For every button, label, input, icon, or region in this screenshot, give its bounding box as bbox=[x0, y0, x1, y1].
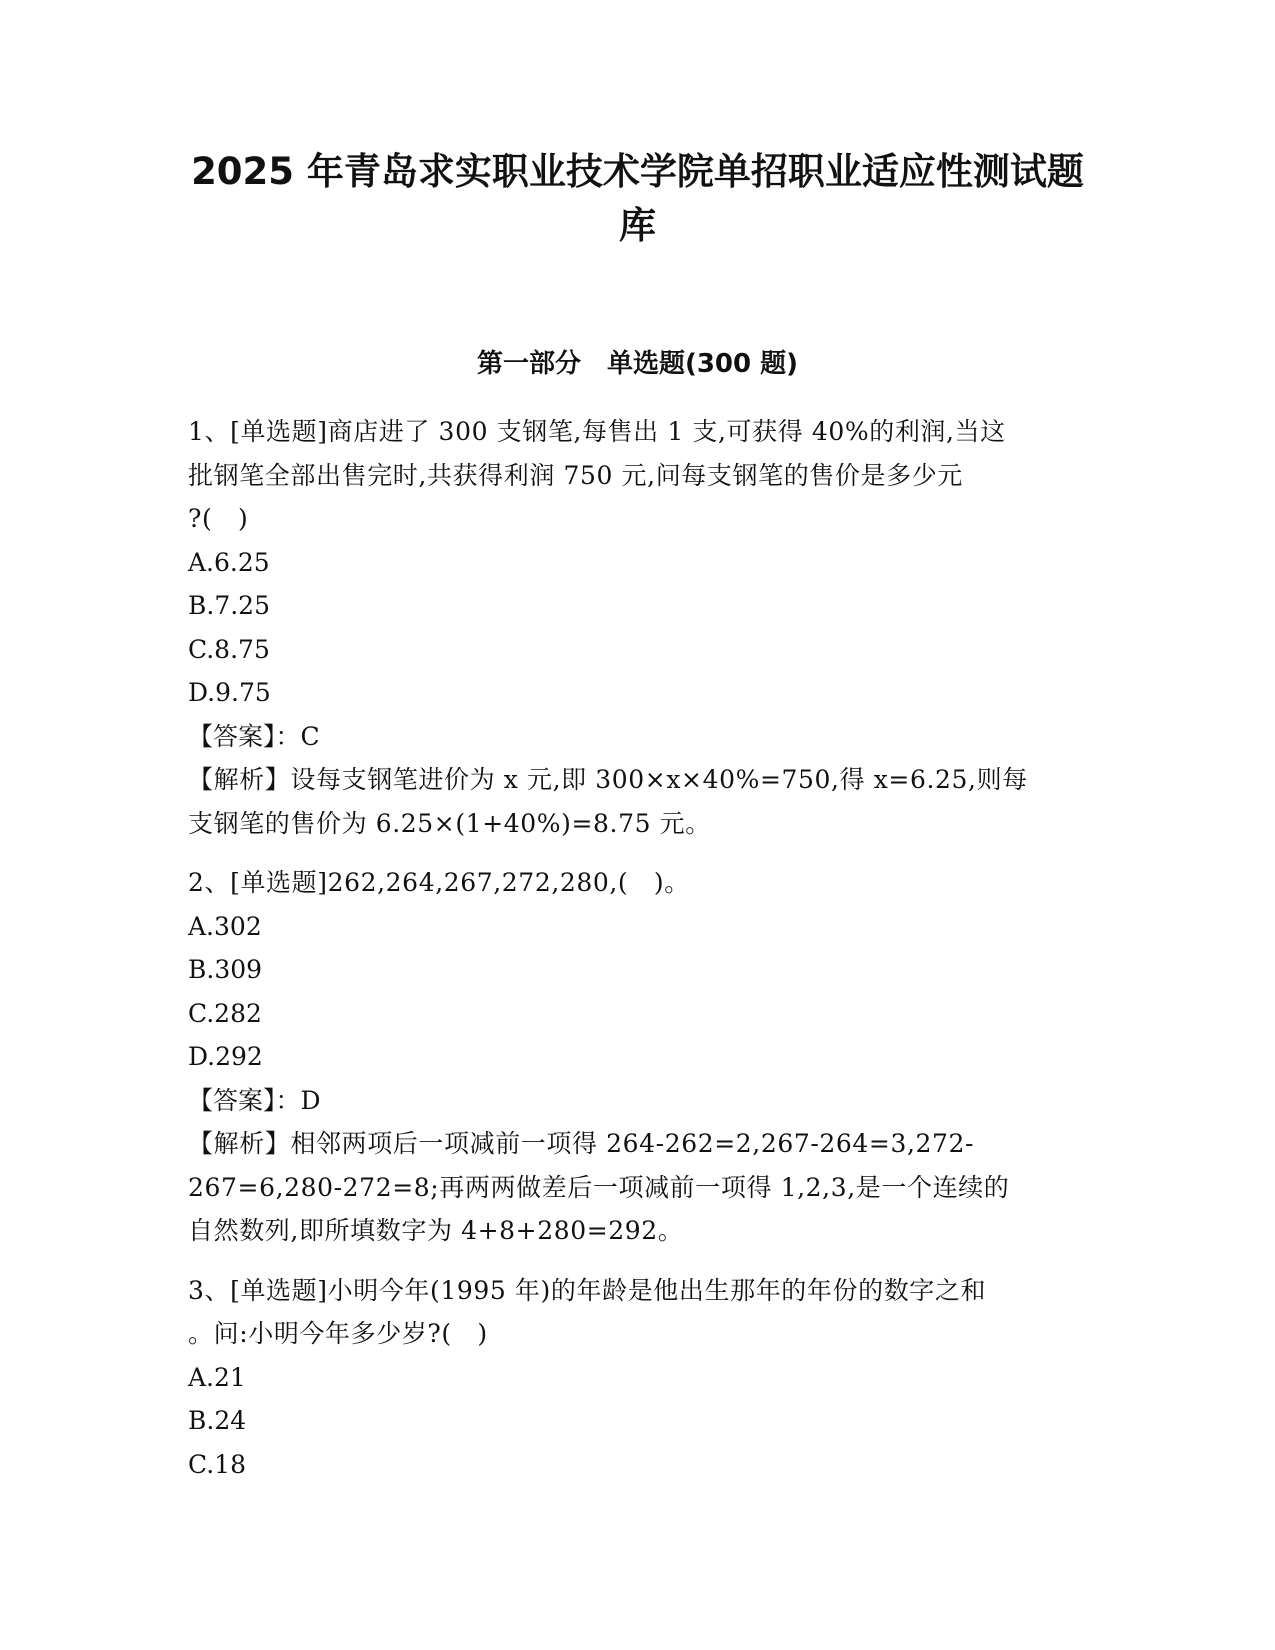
document-title bbox=[180, 145, 1095, 253]
title-line-1: 2025 年青岛求实职业技术学院单招职业适应性测试题 bbox=[191, 150, 1084, 193]
option-b: B.7.25 bbox=[188, 591, 270, 620]
question-stem-line: 1、[单选题]商店进了 300 支钢笔,每售出 1 支,可获得 40%的利润,当这 bbox=[188, 417, 1006, 446]
option-a: A.302 bbox=[188, 911, 262, 941]
question-stem-line: 2、[单选题]262,264,267,272,280,( )。 bbox=[188, 868, 690, 897]
question-stem-line: 批钢笔全部出售完时,共获得利润 750 元,问每支钢笔的售价是多少元 bbox=[188, 460, 963, 490]
option-a: A.21 bbox=[188, 1362, 246, 1392]
option-d: D.292 bbox=[188, 1042, 263, 1071]
answer-line: 【答案】：D bbox=[188, 1085, 321, 1115]
analysis-line: 自然数列,即所填数字为 4+8+280=292。 bbox=[188, 1216, 684, 1245]
option-d: D.9.75 bbox=[188, 678, 271, 707]
option-a: A.6.25 bbox=[188, 547, 270, 577]
question-list bbox=[188, 410, 1088, 1502]
option-b: B.309 bbox=[188, 955, 263, 984]
analysis-line: 267=6,280-272=8;再两两做差后一项减前一项得 1,2,3,是一个连续的 bbox=[188, 1172, 1010, 1202]
option-c: C.18 bbox=[188, 1449, 246, 1479]
analysis-line: 【解析】设每支钢笔进价为 x 元,即 300×x×40%=750,得 x=6.25,则每 bbox=[188, 765, 1028, 794]
option-c: C.282 bbox=[188, 998, 262, 1028]
section-heading: 第一部分 单选题(300 题) bbox=[476, 349, 799, 379]
question-2 bbox=[188, 861, 1088, 1253]
analysis-line: 【解析】相邻两项后一项减前一项得 264-262=2,267-264=3,272- bbox=[188, 1129, 975, 1158]
question-stem-line: ?( ) bbox=[188, 504, 249, 533]
answer-line: 【答案】：C bbox=[188, 721, 320, 751]
question-stem-line: 。问:小明今年多少岁?( ) bbox=[188, 1319, 488, 1348]
question-stem-line: 3、[单选题]小明今年(1995 年)的年龄是他出生那年的年份的数字之和 bbox=[188, 1275, 987, 1305]
analysis-line: 支钢笔的售价为 6.25×(1+40%)=8.75 元。 bbox=[188, 808, 711, 838]
question-1 bbox=[188, 410, 1088, 845]
question-3 bbox=[188, 1269, 1088, 1487]
title-line-2: 库 bbox=[619, 204, 656, 247]
option-b: B.24 bbox=[188, 1406, 247, 1435]
option-c: C.8.75 bbox=[188, 634, 270, 664]
